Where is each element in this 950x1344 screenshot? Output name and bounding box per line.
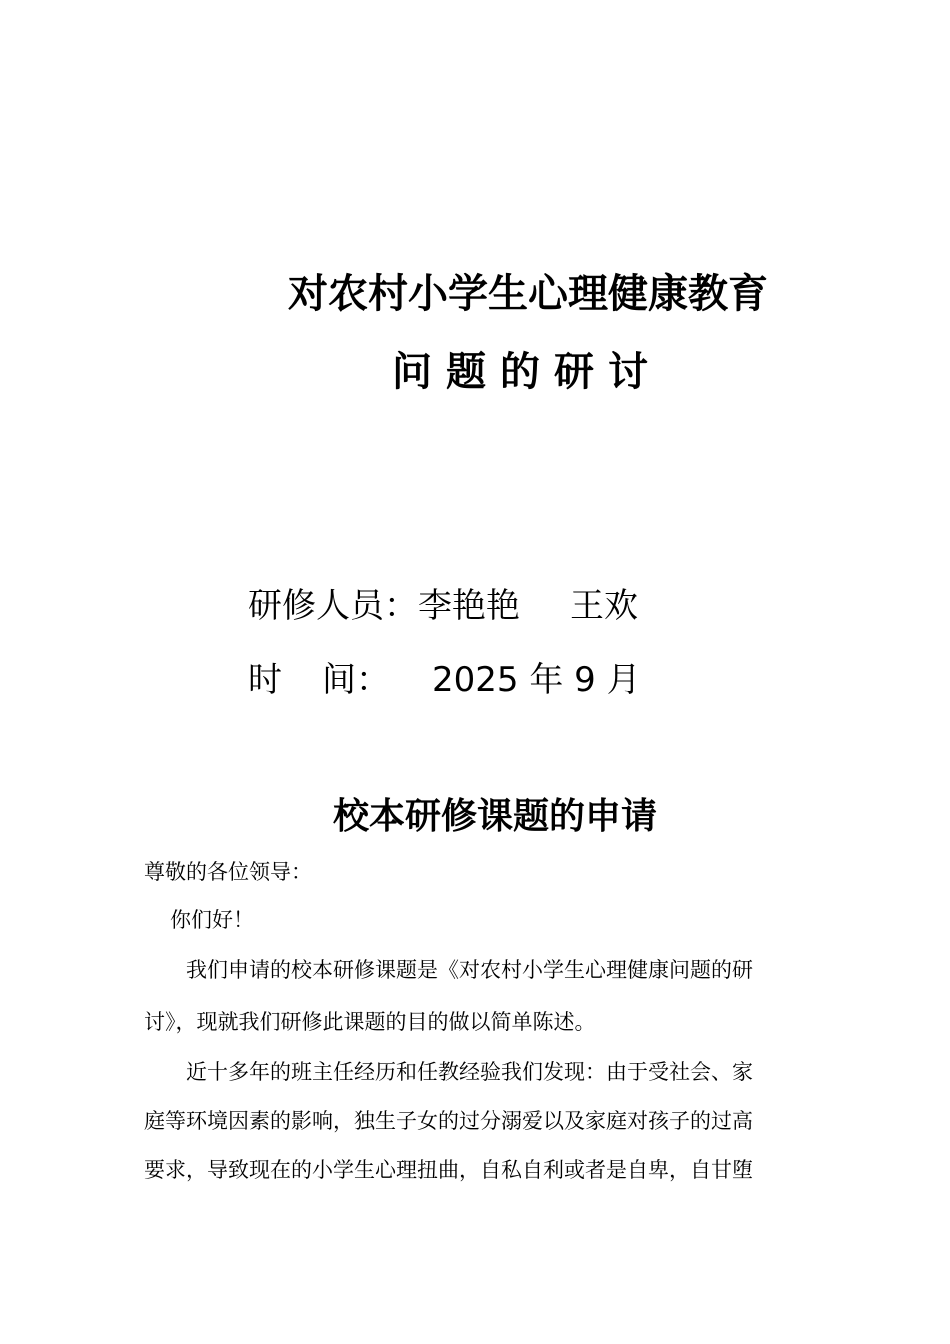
members-label: 研修人员： xyxy=(248,586,418,626)
member-name-1: 李艳艳 xyxy=(418,586,520,626)
cover-title-line-1: 对农村小学生心理健康教育 xyxy=(288,271,768,317)
greeting: 你们好！ xyxy=(170,908,254,932)
time-label-part-1: 时 xyxy=(248,660,282,700)
section-heading: 校本研修课题的申请 xyxy=(332,796,657,837)
time-label-part-2: 间： xyxy=(322,660,390,700)
paragraph-2-line: 庭等环境因素的影响，独生子女的过分溺爱以及家庭对孩子的过高 xyxy=(144,1109,753,1133)
cover-title-line-2: 问题的研讨 xyxy=(392,349,662,395)
paragraph-1-line: 我们申请的校本研修课题是《对农村小学生心理健康问题的研 xyxy=(144,958,753,982)
members-line xyxy=(248,578,638,627)
paragraph-2-line: 要求，导致现在的小学生心理扭曲，自私自利或者是自卑，自甘堕 xyxy=(144,1158,753,1182)
paragraph-1-line: 讨》，现就我们研修此课题的目的做以简单陈述。 xyxy=(144,1010,596,1034)
salutation: 尊敬的各位领导： xyxy=(144,860,312,884)
member-name-2: 王欢 xyxy=(570,586,638,626)
time-value: 2025 年 9 月 xyxy=(432,660,641,700)
time-line xyxy=(248,652,641,701)
paragraph-2-line: 近十多年的班主任经历和任教经验我们发现：由于受社会、家 xyxy=(144,1060,753,1084)
